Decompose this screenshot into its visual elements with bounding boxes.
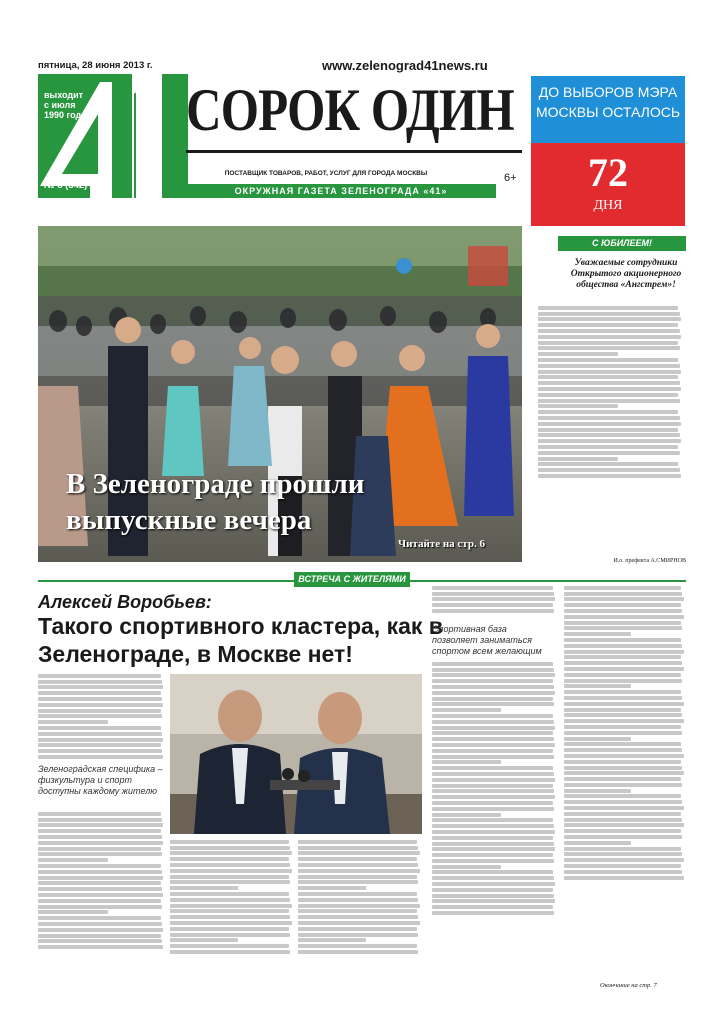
hero-read-more[interactable]: Читайте на стр. 6	[398, 538, 485, 550]
election-countdown-label: ДО ВЫБОРОВ МЭРА МОСКВЫ ОСТАЛОСЬ	[531, 76, 685, 143]
hero-headline[interactable]: В Зеленограде прошли выпускные вечера	[66, 468, 365, 536]
jubilee-heading: Уважаемые сотрудники Открытого акционерного общества «Ангстрем»!	[570, 258, 682, 290]
article-lead	[38, 672, 166, 761]
jubilee-body-text	[538, 304, 684, 534]
issue-number: № 5 (342)	[44, 180, 88, 191]
issue-date: пятница, 28 июня 2013 г.	[38, 60, 153, 71]
newspaper-title: СОРОК ОДИН	[186, 77, 514, 143]
days-count: 72	[588, 150, 628, 195]
article-subhead-1: Зеленоградская специфика – физкультура и спорт доступны каждому жителю	[38, 764, 163, 796]
article-subhead-2: Спортивная база позволяет заниматься спортом всем желающим	[432, 624, 542, 656]
newspaper-subtitle: ОКРУЖНАЯ ГАЗЕТА ЗЕЛЕНОГРАДА «41»	[186, 184, 496, 198]
article-column-4-top	[432, 584, 558, 624]
title-rule	[186, 150, 522, 153]
article-headline[interactable]: Такого спортивного кластера, как в Зеленограде, в Москве нет!	[38, 613, 443, 667]
meeting-photo-illustration	[170, 674, 422, 834]
meeting-photo[interactable]	[170, 674, 422, 834]
election-countdown	[531, 143, 685, 226]
section-label: ВСТРЕЧА С ЖИТЕЛЯМИ	[294, 572, 410, 587]
website-url[interactable]: www.zelenograd41news.ru	[322, 58, 488, 73]
article-column-1	[38, 810, 166, 996]
since-note: выходит с июля 1990 года	[44, 90, 87, 120]
age-rating: 6+	[504, 172, 517, 184]
slogan: ПОСТАВЩИК ТОВАРОВ, РАБОТ, УСЛУГ ДЛЯ ГОРОДА МОСКВЫ	[224, 170, 428, 177]
article-kicker: Алексей Воробьев:	[38, 592, 212, 612]
article-column-2	[170, 838, 294, 996]
jubilee-signature: И.о. префекта А.СМИРНОВ	[613, 558, 686, 564]
article-column-5	[564, 584, 686, 976]
hero-photo[interactable]	[38, 226, 522, 562]
jubilee-label: С ЮБИЛЕЕМ!	[558, 236, 686, 251]
article-column-4	[432, 660, 558, 996]
article-column-3	[298, 838, 422, 996]
continued-note: Окончание на стр. 7	[600, 982, 657, 989]
days-word: ДНЯ	[593, 198, 623, 213]
